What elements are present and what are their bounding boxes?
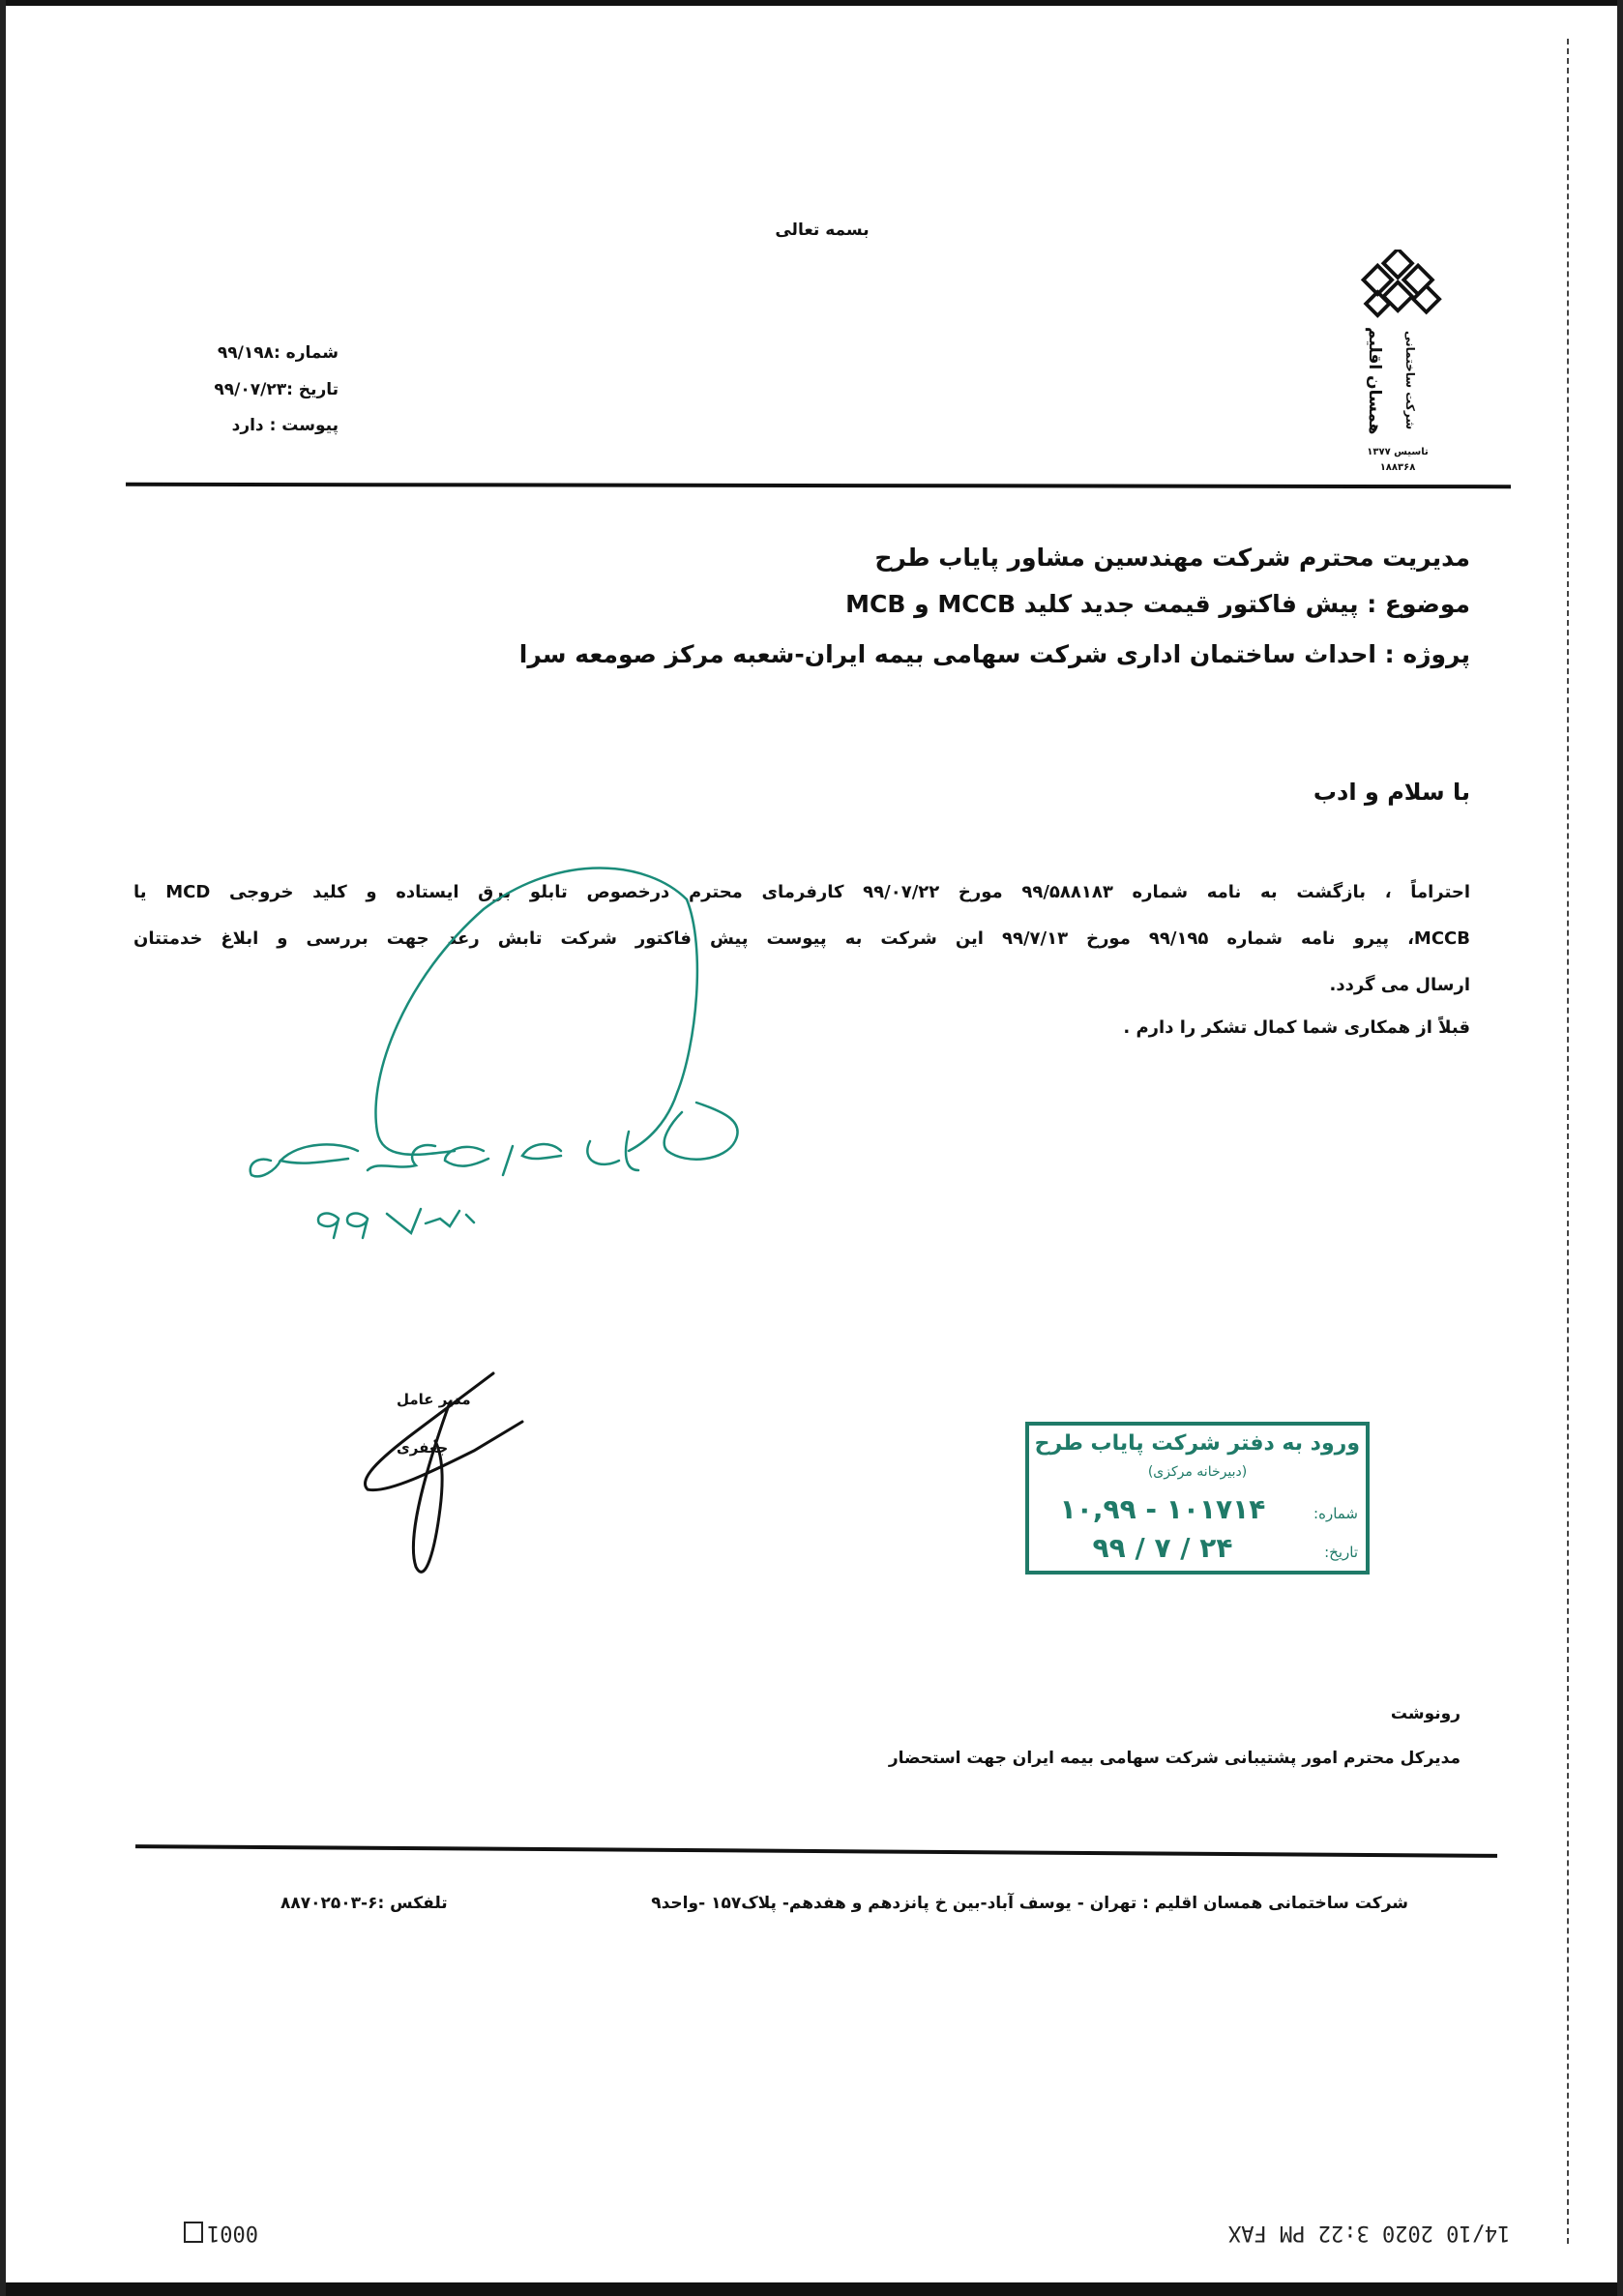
stamp-number-label: شماره: bbox=[1313, 1505, 1358, 1522]
fax-page-icon bbox=[184, 2222, 203, 2243]
receipt-stamp bbox=[1025, 1422, 1370, 1575]
logo-mark-icon bbox=[1348, 250, 1455, 323]
stamp-number-value: ۱۰,۹۹ - ۱۰۱۷۱۴ bbox=[1059, 1493, 1266, 1525]
project: پروژه : احداث ساختمان اداری شرکت سهامی بیمه ایران-شعبه مرکز صومعه سرا bbox=[518, 640, 1470, 668]
stamp-date-label: تاریخ: bbox=[1324, 1544, 1358, 1561]
scan-border-bottom bbox=[0, 2282, 1623, 2296]
body-line: قبلاً از همکاری شما کمال تشکر را دارم . bbox=[1123, 1017, 1470, 1038]
invocation: بسمه تعالی bbox=[775, 221, 870, 240]
signature-title: مدیر عامل bbox=[397, 1391, 471, 1408]
footer-address: شرکت ساختمانی همسان اقلیم : تهران - یوسف آباد-بین خ پانزدهم و هفدهم- پلاک۱۵۷ -واحد۹ bbox=[651, 1894, 1408, 1913]
body-line: ارسال می گردد. bbox=[1329, 975, 1470, 995]
scan-border-top bbox=[0, 0, 1623, 6]
footer-telfax: تلفکس :۶-۸۸۷۰۲۵۰۳ bbox=[280, 1894, 448, 1913]
fax-page-value: 0001 bbox=[207, 2221, 258, 2245]
fax-page-number bbox=[184, 2221, 258, 2245]
fax-timestamp: 14/10 2020 3:22 PM FAX bbox=[1228, 2221, 1511, 2245]
header-divider bbox=[126, 483, 1511, 488]
signature-name: جعفری bbox=[397, 1439, 449, 1457]
handwritten-annotation bbox=[242, 851, 783, 1277]
logo-registration: ۱۸۸۳۶۸ bbox=[1379, 462, 1416, 473]
letter-attachment: پیوست : دارد bbox=[231, 416, 339, 435]
letter-number: شماره :۹۹/۱۹۸ bbox=[217, 343, 339, 363]
letter-date: تاریخ :۹۹/۰۷/۲۳ bbox=[214, 380, 339, 399]
footer-divider bbox=[135, 1844, 1497, 1858]
cc-label: رونوشت bbox=[1390, 1704, 1461, 1723]
logo-company-type: شرکت ساختمانی bbox=[1403, 331, 1417, 430]
logo-company-name: همسان اقلیم bbox=[1365, 327, 1384, 435]
scan-border-right bbox=[1617, 0, 1623, 2296]
signature-block bbox=[358, 1354, 571, 1605]
greeting: با سلام و ادب bbox=[1313, 779, 1470, 806]
stamp-subtitle: (دبیرخانه مرکزی) bbox=[1147, 1464, 1248, 1480]
stamp-date-value: ۹۹ / ۷ / ۲۴ bbox=[1092, 1532, 1233, 1564]
body-line: احتراماً ، بازگشت به نامه شماره ۹۹/۵۸۸۱۸۳ مورخ ۹۹/۰۷/۲۲ کارفرمای محترم درخصوص تابلو برق ایستاده و کلید خروجی MCD یا bbox=[133, 882, 1470, 902]
stamp-title: ورود به دفتر شرکت پایاب طرح bbox=[1034, 1431, 1360, 1456]
page-margin-line bbox=[1567, 39, 1569, 2244]
cc-recipient: مدیرکل محترم امور پشتیبانی شرکت سهامی بیمه ایران جهت استحضار bbox=[888, 1749, 1461, 1768]
scan-border-left bbox=[0, 0, 6, 2296]
company-logo bbox=[1335, 250, 1461, 478]
subject: موضوع : پیش فاکتور قیمت جدید کلید MCCB و MCB bbox=[845, 590, 1470, 618]
logo-founded: تاسیس ۱۳۷۷ bbox=[1367, 447, 1429, 457]
addressee: مدیریت محترم شرکت مهندسین مشاور پایاب طرح bbox=[874, 544, 1470, 572]
body-line: MCCB، پیرو نامه شماره ۹۹/۱۹۵ مورخ ۹۹/۷/۱۳ این شرکت به پیوست پیش فاکتور شرکت تابش رعد جهت بررسی و ابلاغ خدمتتان bbox=[133, 928, 1470, 949]
